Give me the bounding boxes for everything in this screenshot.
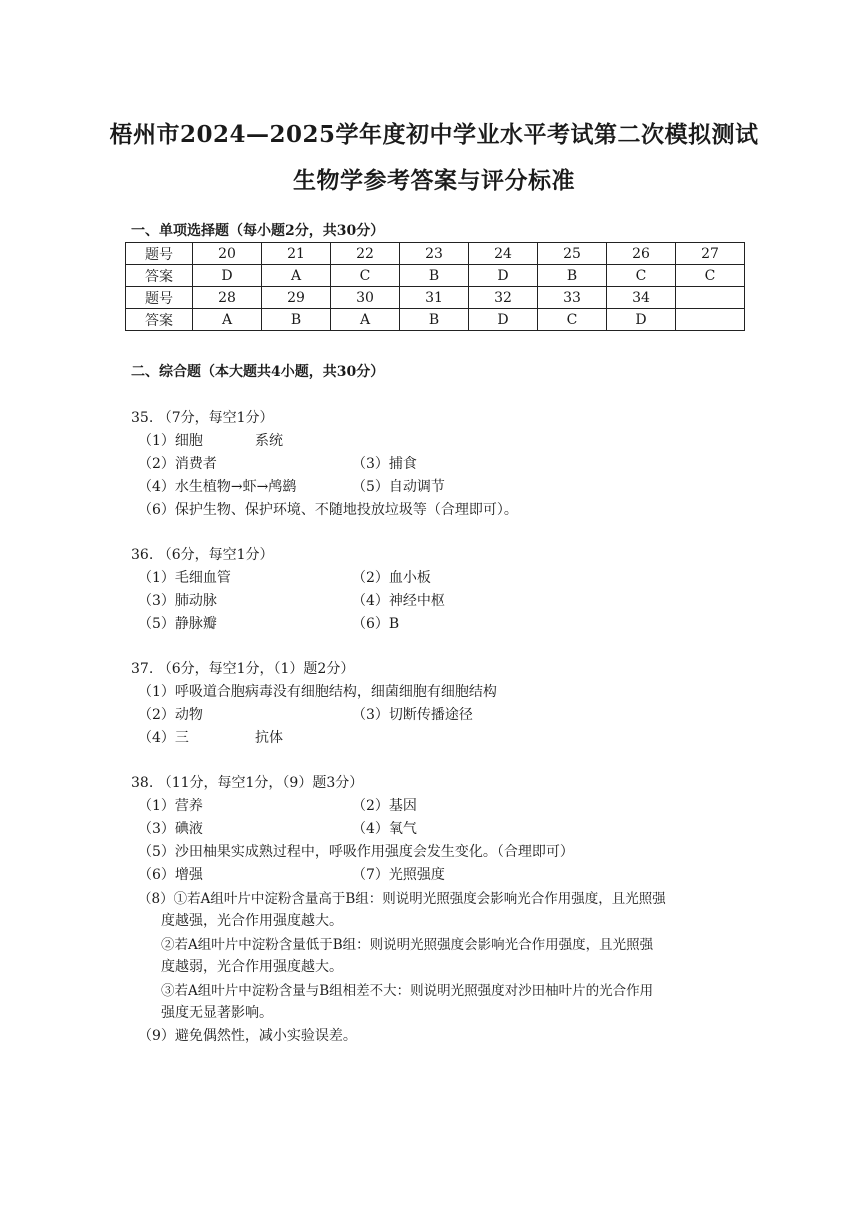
- answer-line: （2）消费者: [138, 456, 217, 472]
- table-cell: C: [607, 265, 676, 287]
- table-cell: B: [262, 309, 331, 331]
- answer-line: （5）沙田柚果实成熟过程中，呼吸作用强度会发生变化。（合理即可）: [138, 844, 574, 860]
- table-cell: C: [538, 309, 607, 331]
- document-title: 梧州市2024—2025学年度初中学业水平考试第二次模拟测试: [109, 121, 759, 148]
- table-cell: D: [193, 265, 262, 287]
- answer-line: （3）捕食: [352, 456, 417, 472]
- row-header: 题号: [126, 243, 193, 265]
- question-37-heading: 37. （6分，每空1分，（1）题2分）: [131, 661, 355, 677]
- table-row: [126, 265, 745, 287]
- answer-line: 度越弱，光合作用强度越大。: [161, 959, 343, 975]
- table-row: [126, 243, 745, 265]
- answer-table: [125, 242, 745, 331]
- section2-heading: 二、综合题（本大题共4小题，共30分）: [131, 364, 385, 380]
- answer-line: 强度无显著影响。: [161, 1005, 273, 1021]
- table-cell: C: [331, 265, 400, 287]
- answer-line: （6）增强: [138, 867, 203, 883]
- question-35-heading: 35. （7分，每空1分）: [131, 410, 274, 426]
- table-cell: A: [331, 309, 400, 331]
- table-cell: [676, 309, 745, 331]
- table-cell: 25: [538, 243, 607, 265]
- answer-line: （2）基因: [352, 798, 417, 814]
- table-cell: 21: [262, 243, 331, 265]
- answer-line: ③若A组叶片中淀粉含量与B组相差不大：则说明光照强度对沙田柚叶片的光合作用: [161, 983, 654, 999]
- answer-line: （6）保护生物、保护环境、不随地投放垃圾等（合理即可）。: [138, 502, 518, 518]
- table-cell: 33: [538, 287, 607, 309]
- table-cell: 34: [607, 287, 676, 309]
- table-cell: 24: [469, 243, 538, 265]
- answer-line: （1）呼吸道合胞病毒没有细胞结构，细菌细胞有细胞结构: [138, 684, 497, 700]
- answer-line: （6）B: [352, 616, 400, 632]
- answer-line: （7）光照强度: [352, 867, 445, 883]
- answer-line: （2）动物: [138, 707, 203, 723]
- row-header: 答案: [126, 265, 193, 287]
- answer-line: （1）细胞: [138, 433, 203, 449]
- question-36-heading: 36. （6分，每空1分）: [131, 547, 274, 563]
- table-cell: 20: [193, 243, 262, 265]
- table-cell: 31: [400, 287, 469, 309]
- table-cell: 30: [331, 287, 400, 309]
- table-cell: 27: [676, 243, 745, 265]
- answer-line: （3）碘液: [138, 821, 203, 837]
- table-cell: B: [400, 309, 469, 331]
- table-cell: 22: [331, 243, 400, 265]
- table-row: [126, 287, 745, 309]
- answer-line: 度越强，光合作用强度越大。: [161, 913, 343, 929]
- table-cell: 26: [607, 243, 676, 265]
- answer-line: ②若A组叶片中淀粉含量低于B组：则说明光照强度会影响光合作用强度，且光照强: [161, 937, 654, 953]
- section1-heading: 一、单项选择题（每小题2分，共30分）: [131, 223, 385, 239]
- table-cell: 29: [262, 287, 331, 309]
- answer-line: （3）切断传播途径: [352, 707, 473, 723]
- answer-line: （5）静脉瓣: [138, 616, 217, 632]
- table-cell: D: [469, 309, 538, 331]
- answer-line: （4）氧气: [352, 821, 417, 837]
- answer-line: （1）营养: [138, 798, 203, 814]
- answer-line: 系统: [255, 433, 283, 449]
- answer-line: （5）自动调节: [352, 479, 445, 495]
- table-cell: A: [193, 309, 262, 331]
- row-header: 题号: [126, 287, 193, 309]
- row-header: 答案: [126, 309, 193, 331]
- table-cell: B: [538, 265, 607, 287]
- answer-line: （4）三: [138, 730, 189, 746]
- table-row: [126, 309, 745, 331]
- answer-line: （8）①若A组叶片中淀粉含量高于B组：则说明光照强度会影响光合作用强度，且光照强: [138, 891, 666, 907]
- table-cell: 23: [400, 243, 469, 265]
- table-cell: 32: [469, 287, 538, 309]
- table-cell: D: [469, 265, 538, 287]
- table-cell: C: [676, 265, 745, 287]
- answer-line: （4）神经中枢: [352, 593, 445, 609]
- table-cell: [676, 287, 745, 309]
- answer-line: （9）避免偶然性，减小实验误差。: [138, 1028, 357, 1044]
- answer-line: 抗体: [255, 730, 283, 746]
- table-cell: B: [400, 265, 469, 287]
- table-cell: D: [607, 309, 676, 331]
- table-cell: A: [262, 265, 331, 287]
- table-cell: 28: [193, 287, 262, 309]
- answer-line: （3）肺动脉: [138, 593, 217, 609]
- answer-line: （2）血小板: [352, 570, 431, 586]
- answer-line: （4）水生植物→虾→鸬鹚: [138, 479, 297, 495]
- answer-line: （1）毛细血管: [138, 570, 231, 586]
- question-38-heading: 38. （11分，每空1分，（9）题3分）: [131, 775, 364, 791]
- document-subtitle: 生物学参考答案与评分标准: [293, 167, 575, 194]
